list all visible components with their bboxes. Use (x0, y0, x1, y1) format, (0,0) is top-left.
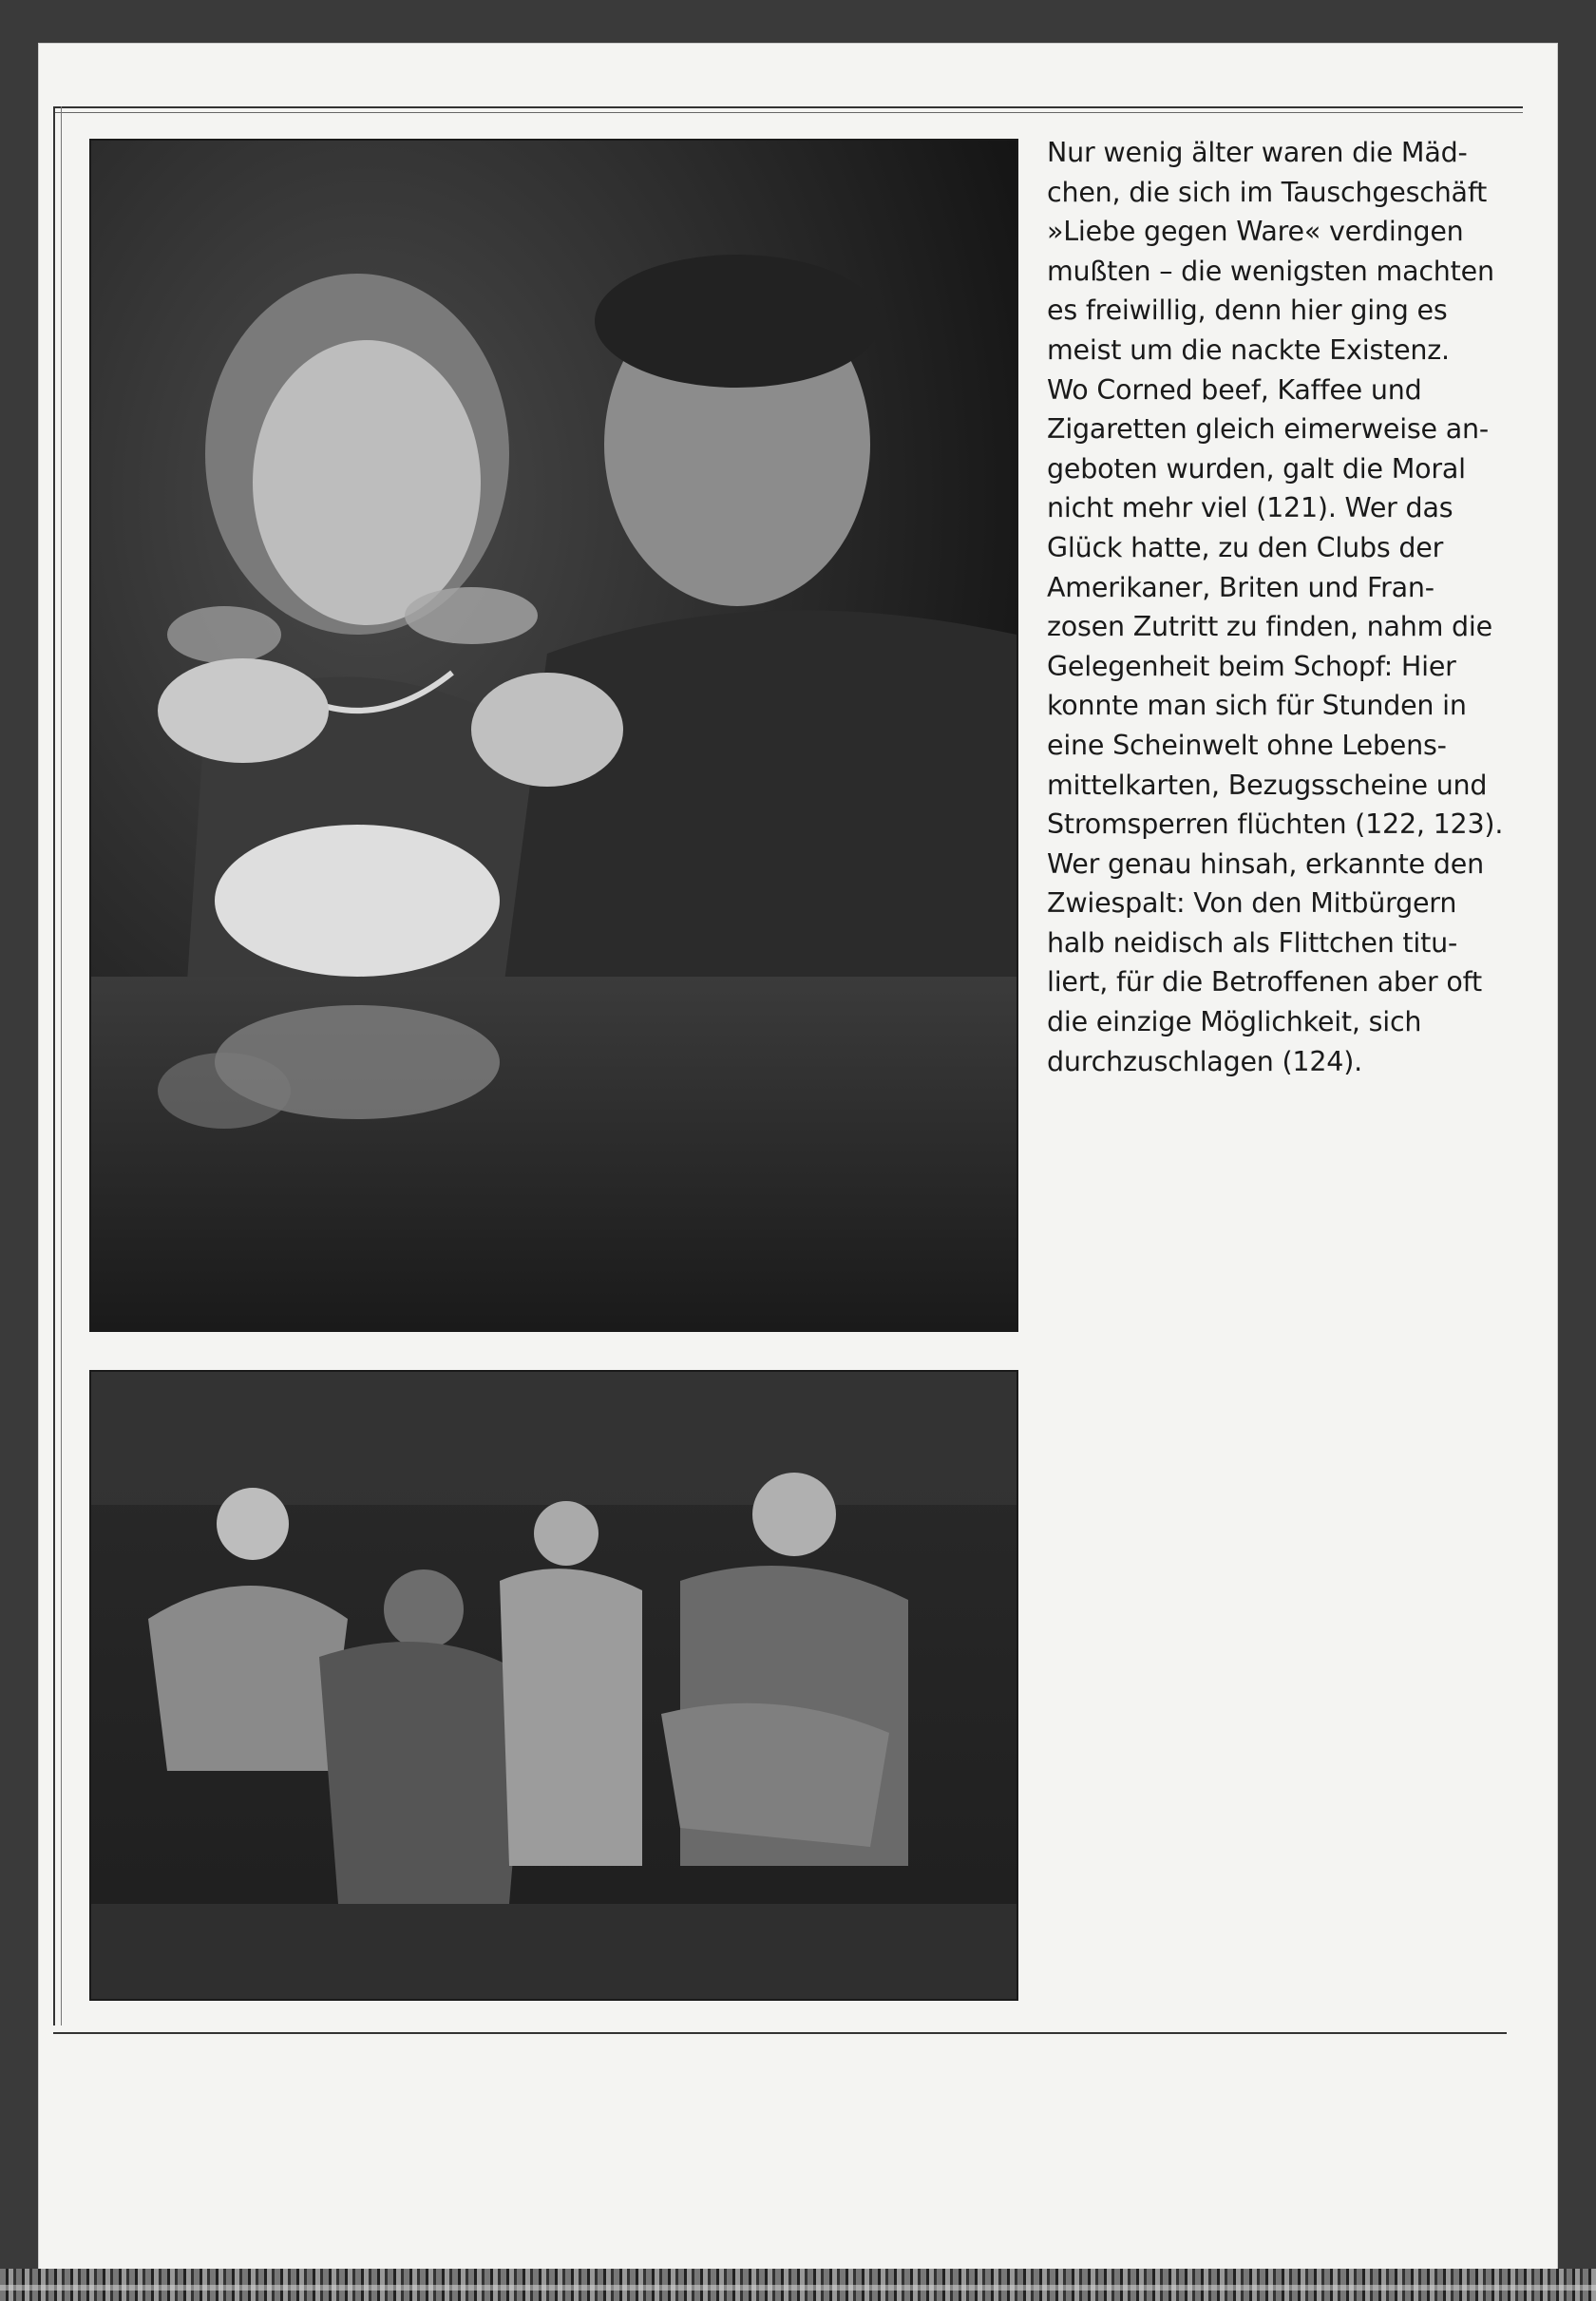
photo-dancing-couples (89, 1370, 1018, 2001)
left-border-rule-inner (61, 106, 62, 2025)
caption-line: »Liebe gegen Ware« verdingen (1047, 216, 1464, 248)
caption-line: Amerikaner, Briten und Fran- (1047, 571, 1434, 603)
caption-line: Gelegenheit beim Schopf: Hier (1047, 650, 1456, 682)
caption-line: Wo Corned beef, Kaffee und (1047, 373, 1422, 406)
caption-line: Glück hatte, zu den Clubs der (1047, 531, 1444, 563)
album-binding-highlight (0, 2285, 1596, 2291)
photo-dancing-couples-image (91, 1372, 1016, 1999)
caption-line: mittelkarten, Bezugsscheine und (1047, 769, 1488, 801)
caption-line: Zwiespalt: Von den Mitbürgern (1047, 887, 1457, 920)
caption-line: Zigaretten gleich eimerweise an- (1047, 413, 1489, 446)
caption-line: liert, für die Betroffenen aber oft (1047, 966, 1482, 998)
caption-line: Nur wenig älter waren die Mäd- (1047, 137, 1468, 168)
caption-line: geboten wurden, galt die Moral (1047, 452, 1466, 485)
photo-toasting-couple (89, 139, 1018, 1332)
caption-line: Stromsperren flüchten (122, 123). (1047, 808, 1504, 841)
caption-line: chen, die sich im Tauschgeschäft (1047, 176, 1488, 208)
caption-line: durchzuschlagen (124). (1047, 1045, 1363, 1077)
top-border-rule (53, 106, 1523, 108)
caption-line: meist um die nackte Existenz. (1047, 333, 1450, 366)
caption-line: eine Scheinwelt ohne Lebens- (1047, 729, 1447, 761)
photo-toasting-couple-image (91, 141, 1016, 1330)
caption-line: halb neidisch als Flittchen titu- (1047, 926, 1458, 959)
caption-line: zosen Zutritt zu finden, nahm die (1047, 611, 1492, 643)
caption-line: konnte man sich für Stunden in (1047, 690, 1467, 722)
left-border-rule (53, 106, 55, 2025)
caption-line: die einzige Möglichkeit, sich (1047, 1006, 1422, 1038)
top-border-rule-inner (53, 112, 1523, 113)
caption-line: mußten – die wenigsten machten (1047, 255, 1494, 287)
bottom-border-rule (53, 2032, 1507, 2034)
caption-line: es freiwillig, denn hier ging es (1047, 295, 1448, 327)
caption-line: Wer genau hinsah, erkannte den (1047, 847, 1484, 880)
caption-line: nicht mehr viel (121). Wer das (1047, 492, 1454, 524)
caption-text (1047, 133, 1503, 1081)
